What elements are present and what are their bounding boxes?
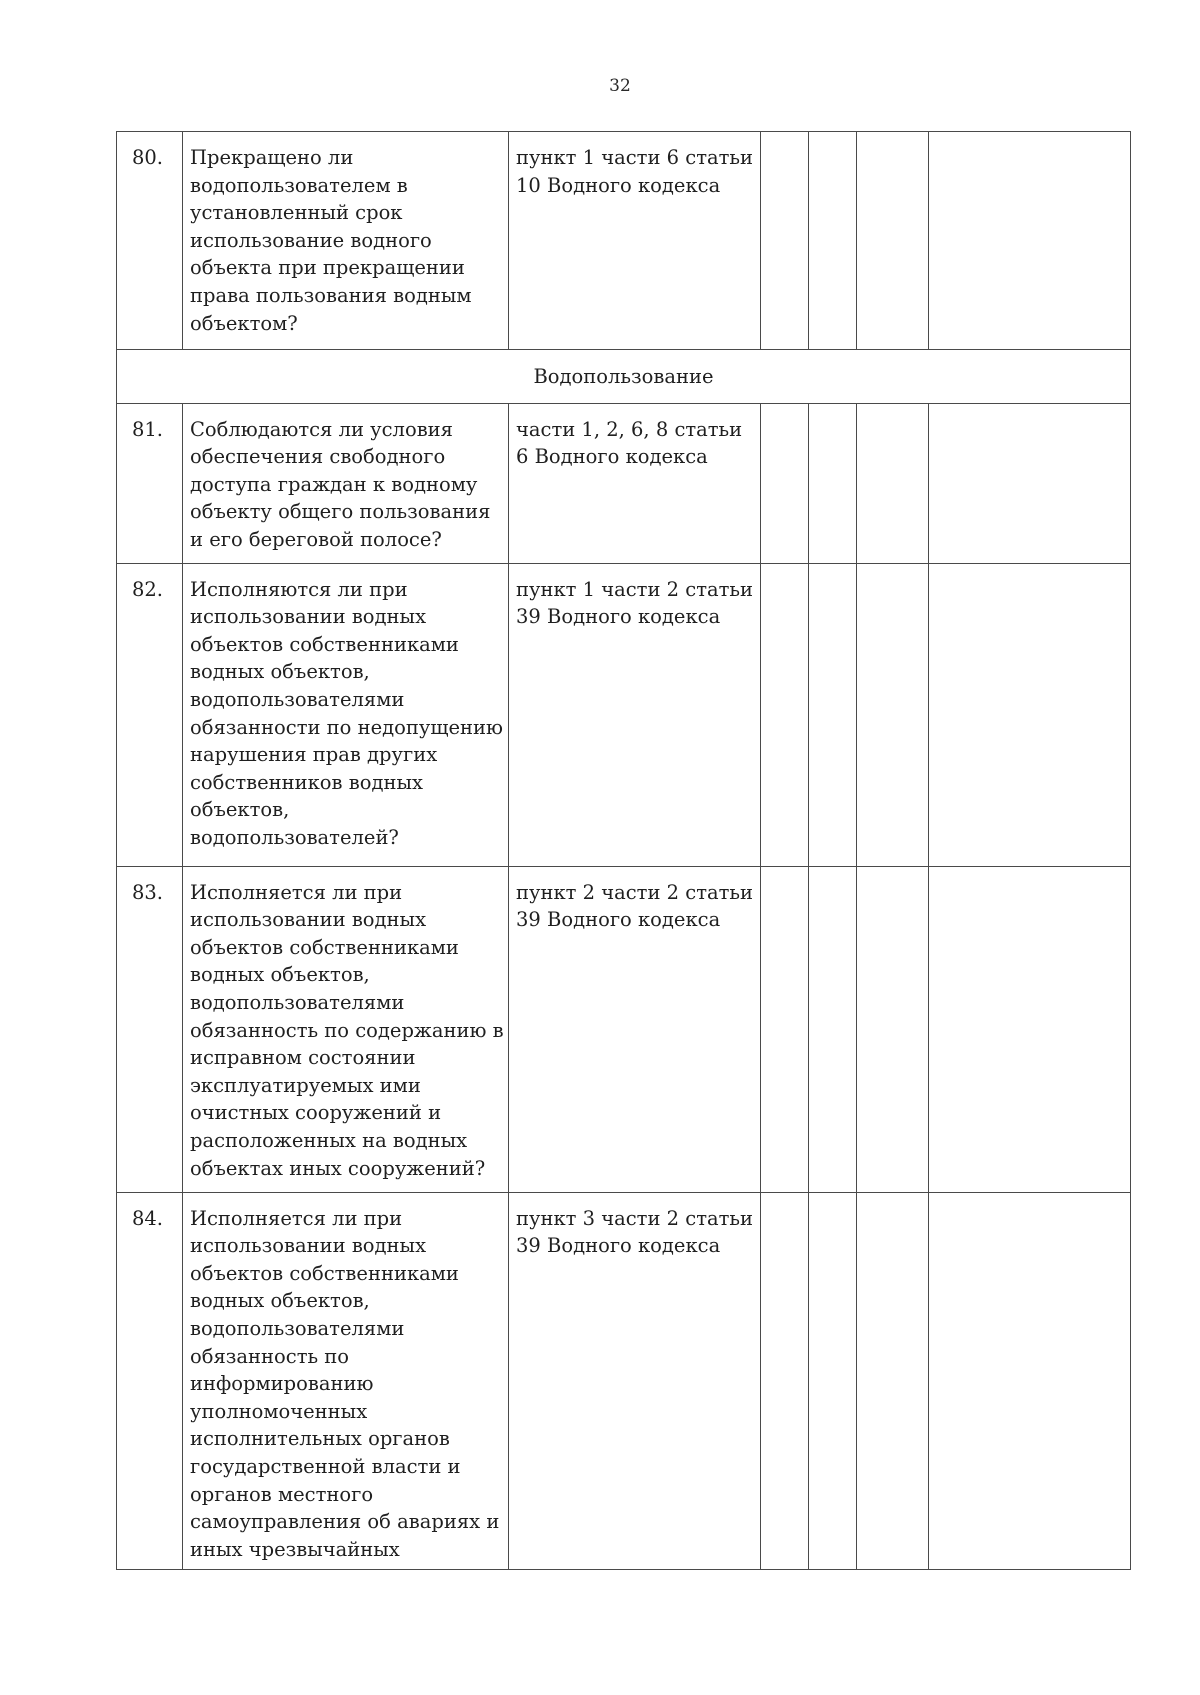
answer-na-cell[interactable] bbox=[857, 866, 929, 1192]
note-cell[interactable] bbox=[929, 403, 1131, 563]
answer-no-cell[interactable] bbox=[809, 866, 857, 1192]
answer-na-cell[interactable] bbox=[857, 403, 929, 563]
answer-no-cell[interactable] bbox=[809, 132, 857, 350]
item-question: Прекращено ли водопользователем в установленный срок использование водного объекта при прекращении права пользования водным объектом? bbox=[183, 132, 509, 350]
answer-yes-cell[interactable] bbox=[761, 563, 809, 866]
answer-no-cell[interactable] bbox=[809, 1192, 857, 1570]
answer-na-cell[interactable] bbox=[857, 1192, 929, 1570]
item-question: Соблюдаются ли условия обеспечения свободного доступа граждан к водному объекту общего пользования и его береговой полосе? bbox=[183, 403, 509, 563]
section-row bbox=[117, 350, 1131, 404]
note-cell[interactable] bbox=[929, 132, 1131, 350]
note-cell[interactable] bbox=[929, 1192, 1131, 1570]
answer-yes-cell[interactable] bbox=[761, 403, 809, 563]
answer-no-cell[interactable] bbox=[809, 563, 857, 866]
table-row bbox=[117, 1192, 1131, 1570]
item-reference: пункт 1 части 6 статьи 10 Водного кодекса bbox=[509, 132, 761, 350]
answer-na-cell[interactable] bbox=[857, 132, 929, 350]
item-reference: пункт 3 части 2 статьи 39 Водного кодекса bbox=[509, 1192, 761, 1570]
answer-na-cell[interactable] bbox=[857, 563, 929, 866]
item-question: Исполняется ли при использовании водных объектов собственниками водных объектов, водопользователями обязанность по содержанию в исправном состоянии эксплуатируемых ими очистных сооружений и расположенных на водных объектах иных сооружений? bbox=[183, 866, 509, 1192]
item-reference: части 1, 2, 6, 8 статьи 6 Водного кодекса bbox=[509, 403, 761, 563]
item-reference: пункт 2 части 2 статьи 39 Водного кодекса bbox=[509, 866, 761, 1192]
item-question: Исполняется ли при использовании водных объектов собственниками водных объектов, водопользователями обязанность по информированию уполномоченных исполнительных органов государственной власти и органов местного самоуправления об авариях и иных чрезвычайных bbox=[183, 1192, 509, 1570]
table-row bbox=[117, 403, 1131, 563]
item-number: 82. bbox=[117, 563, 183, 866]
item-question: Исполняются ли при использовании водных объектов собственниками водных объектов, водопользователями обязанности по недопущению нарушения прав других собственников водных объектов, водопользователей? bbox=[183, 563, 509, 866]
table-row bbox=[117, 132, 1131, 350]
note-cell[interactable] bbox=[929, 563, 1131, 866]
table-row bbox=[117, 563, 1131, 866]
section-heading: Водопользование bbox=[117, 350, 1131, 404]
note-cell[interactable] bbox=[929, 866, 1131, 1192]
item-number: 81. bbox=[117, 403, 183, 563]
answer-yes-cell[interactable] bbox=[761, 132, 809, 350]
item-number: 83. bbox=[117, 866, 183, 1192]
answer-no-cell[interactable] bbox=[809, 403, 857, 563]
table-row bbox=[117, 866, 1131, 1192]
checklist-table bbox=[116, 131, 1131, 1570]
item-number: 84. bbox=[117, 1192, 183, 1570]
item-number: 80. bbox=[117, 132, 183, 350]
page-number: 32 bbox=[609, 76, 631, 96]
answer-yes-cell[interactable] bbox=[761, 866, 809, 1192]
item-reference: пункт 1 части 2 статьи 39 Водного кодекса bbox=[509, 563, 761, 866]
answer-yes-cell[interactable] bbox=[761, 1192, 809, 1570]
